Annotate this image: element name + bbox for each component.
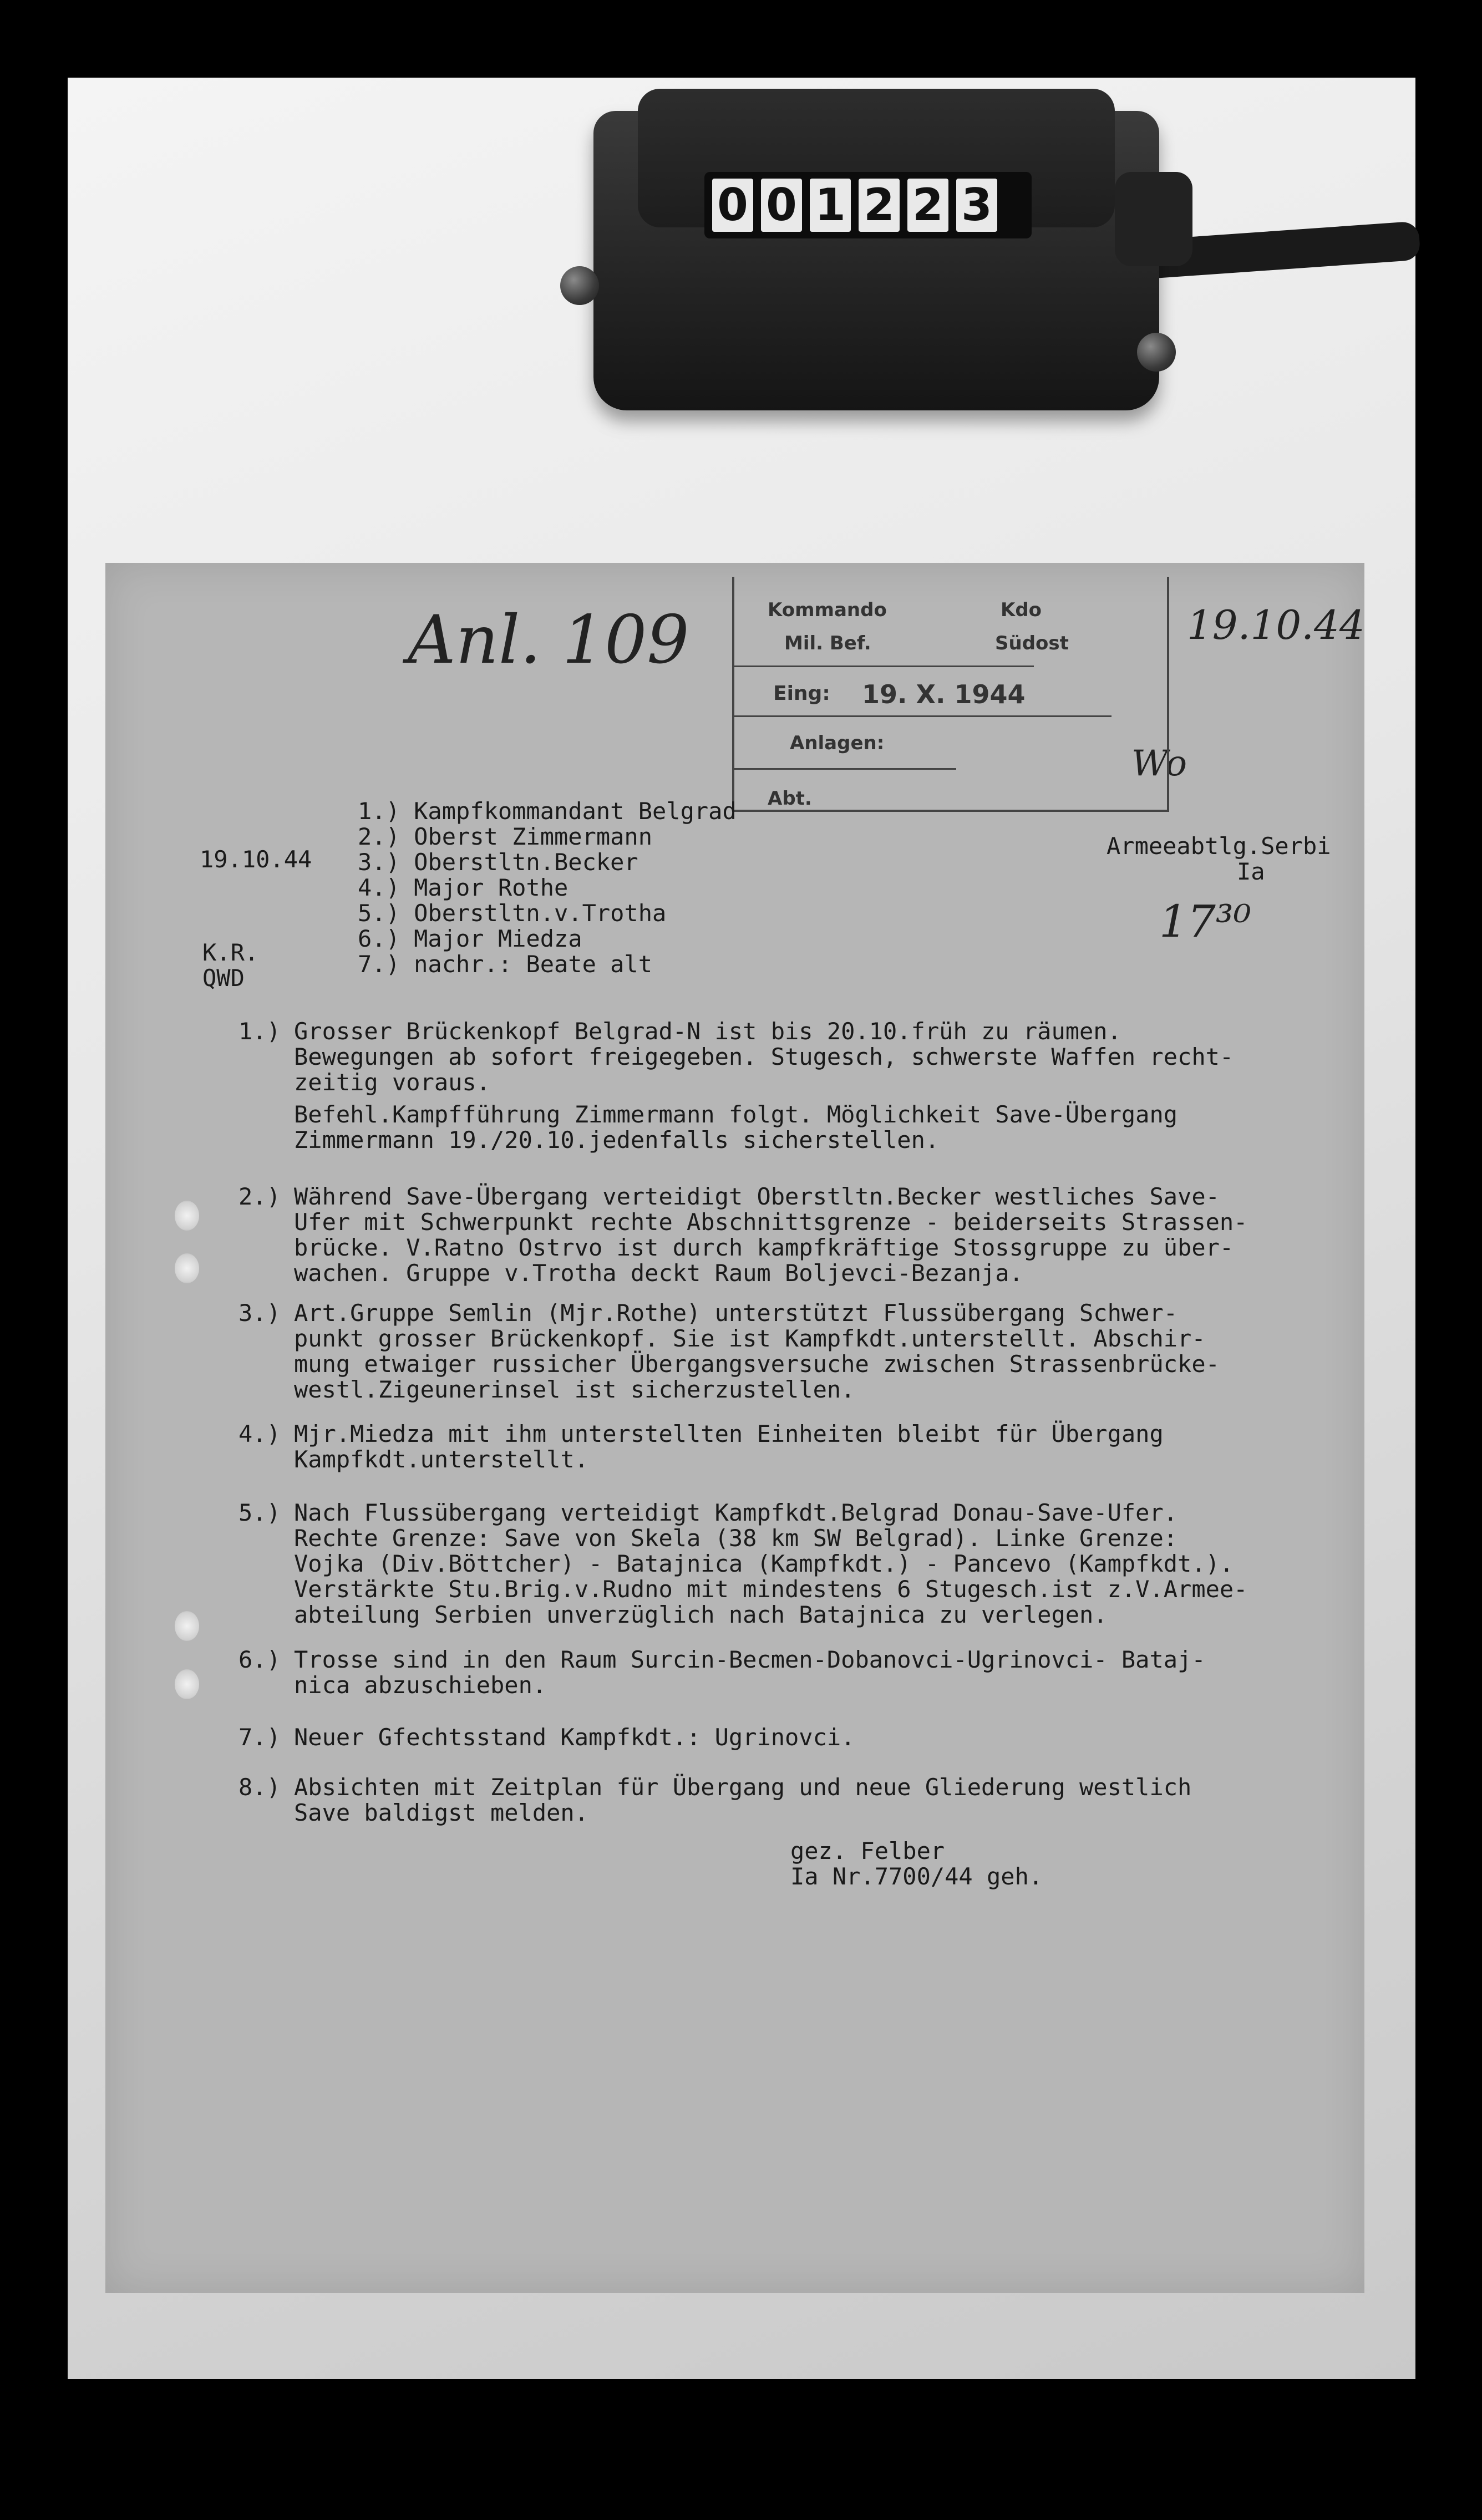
recipient-line: 7.) nachr.: Beate alt bbox=[358, 951, 653, 978]
paragraph-line: Zimmermann 19./20.10.jedenfalls sicherstellen. bbox=[294, 1126, 940, 1154]
paragraph-line: Ufer mit Schwerpunkt rechte Abschnittsgrenze - beiderseits Strassen- bbox=[294, 1208, 1248, 1236]
paragraph-number: 4.) bbox=[238, 1420, 281, 1447]
sender-unit: Armeeabtlg.Serbi bbox=[1107, 832, 1331, 860]
handwritten-annex-number: Anl. 109 bbox=[408, 602, 689, 679]
recipient-line: 6.) Major Miedza bbox=[358, 925, 582, 952]
paragraph-line: Verstärkte Stu.Brig.v.Rudno mit mindestens 6 Stugesch.ist z.V.Armee- bbox=[294, 1576, 1248, 1603]
paragraph-line: Kampfkdt.unterstellt. bbox=[294, 1446, 589, 1473]
recipient-line: 1.) Kampfkommandant Belgrad bbox=[358, 797, 737, 825]
handwritten-date: 19.10.44 bbox=[1187, 602, 1365, 648]
recipient-line: 3.) Oberstltn.Becker bbox=[358, 849, 638, 876]
paragraph-number: 1.) bbox=[238, 1018, 281, 1045]
order-paragraph-5 bbox=[238, 1499, 1248, 1628]
stamp-line-2: Mil. Bef. bbox=[784, 632, 871, 654]
paragraph-line: Save baldigst melden. bbox=[294, 1799, 589, 1826]
screw-icon bbox=[1137, 333, 1176, 372]
paragraph-line: Während Save-Übergang verteidigt Oberstltn.Becker westliches Save- bbox=[294, 1183, 1220, 1210]
counter-digit: 2 bbox=[859, 179, 900, 232]
order-paragraph-1 bbox=[238, 1018, 1234, 1154]
punch-hole bbox=[175, 1611, 199, 1641]
paragraph-line: Absichten mit Zeitplan für Übergang und neue Gliederung westlich bbox=[294, 1774, 1192, 1801]
stamp-anlagen-label: Anlagen: bbox=[790, 732, 885, 754]
document-page bbox=[105, 563, 1364, 2293]
counter-digit: 3 bbox=[956, 179, 997, 232]
handwritten-time: 17³⁰ bbox=[1159, 896, 1251, 947]
stamp-eingang-label: Eing: bbox=[773, 682, 830, 705]
document-reference: Ia Nr.7700/44 geh. bbox=[790, 1863, 1043, 1890]
stamp-line-1-right: Kdo bbox=[1001, 599, 1042, 621]
stamp-rule bbox=[734, 715, 1112, 717]
paragraph-line: mung etwaiger russicher Übergangsversuche zwischen Strassenbrücke- bbox=[294, 1350, 1220, 1378]
order-paragraph-3 bbox=[238, 1299, 1220, 1403]
recipient-line: 2.) Oberst Zimmermann bbox=[358, 823, 653, 850]
paragraph-line: Rechte Grenze: Save von Skela (38 km SW Belgrad). Linke Grenze: bbox=[294, 1525, 1178, 1552]
stamp-line-1: Kommando bbox=[768, 599, 887, 621]
counter-display bbox=[704, 172, 1032, 238]
paragraph-number: 3.) bbox=[238, 1299, 281, 1327]
stamp-rule bbox=[734, 768, 956, 770]
recipient-line: 4.) Major Rothe bbox=[358, 874, 569, 901]
paragraph-line: Neuer Gfechtsstand Kampfkdt.: Ugrinovci. bbox=[294, 1724, 855, 1751]
punch-hole bbox=[175, 1669, 199, 1699]
counter-digit: 2 bbox=[907, 179, 948, 232]
counter-digit: 0 bbox=[761, 179, 802, 232]
recipient-line: 5.) Oberstltn.v.Trotha bbox=[358, 900, 667, 927]
stamp-line-2-right: Südost bbox=[995, 632, 1069, 654]
handwritten-initials: Wo bbox=[1131, 743, 1187, 784]
paragraph-line: nica abzuschieben. bbox=[294, 1671, 547, 1699]
paragraph-line: Mjr.Miedza mit ihm unterstellten Einheiten bleibt für Übergang bbox=[294, 1420, 1164, 1447]
counter-side-block bbox=[1115, 172, 1192, 266]
order-paragraph-6 bbox=[238, 1646, 1206, 1699]
paragraph-line: Bewegungen ab sofort freigegeben. Stugesch, schwerste Waffen recht- bbox=[294, 1043, 1234, 1070]
paragraph-line: Grosser Brückenkopf Belgrad-N ist bis 20.10.früh zu räumen. bbox=[294, 1018, 1121, 1045]
document-kr-mark: K.R. bbox=[202, 939, 259, 966]
paragraph-line: Nach Flussübergang verteidigt Kampfkdt.Belgrad Donau-Save-Ufer. bbox=[294, 1499, 1178, 1526]
paragraph-number: 7.) bbox=[238, 1724, 281, 1751]
paragraph-line: punkt grosser Brückenkopf. Sie ist Kampfkdt.unterstellt. Abschir- bbox=[294, 1325, 1206, 1352]
sender-section: Ia bbox=[1237, 858, 1265, 885]
paragraph-line: abteilung Serbien unverzüglich nach Batajnica zu verlegen. bbox=[294, 1601, 1108, 1628]
document-date: 19.10.44 bbox=[200, 846, 312, 873]
counter-digit: 0 bbox=[712, 179, 753, 232]
paragraph-line: Trosse sind in den Raum Surcin-Becmen-Dobanovci-Ugrinovci- Bataj- bbox=[294, 1646, 1206, 1673]
paragraph-line: westl.Zigeunerinsel ist sicherzustellen. bbox=[294, 1376, 855, 1403]
punch-hole bbox=[175, 1253, 199, 1283]
paragraph-number: 5.) bbox=[238, 1499, 281, 1526]
order-paragraph-7 bbox=[238, 1724, 855, 1751]
document-qwd-mark: QWD bbox=[202, 964, 245, 992]
paragraph-number: 6.) bbox=[238, 1646, 281, 1673]
paragraph-line: Vojka (Div.Böttcher) - Batajnica (Kampfkdt.) - Pancevo (Kampfkdt.). bbox=[294, 1550, 1234, 1577]
paragraph-line: Befehl.Kampfführung Zimmermann folgt. Möglichkeit Save-Übergang bbox=[294, 1101, 1178, 1128]
paragraph-line: zeitig voraus. bbox=[294, 1069, 491, 1096]
stamp-abt-label: Abt. bbox=[768, 788, 812, 810]
screw-icon bbox=[560, 266, 599, 305]
paragraph-number: 2.) bbox=[238, 1183, 281, 1210]
order-paragraph-4 bbox=[238, 1420, 1164, 1473]
paragraph-line: Art.Gruppe Semlin (Mjr.Rothe) unterstützt Flussübergang Schwer- bbox=[294, 1299, 1178, 1327]
signature-line: gez. Felber bbox=[790, 1837, 945, 1864]
receipt-stamp bbox=[732, 577, 1169, 812]
counter-digit: 1 bbox=[810, 179, 851, 232]
order-paragraph-2 bbox=[238, 1183, 1248, 1287]
stamp-rule bbox=[734, 665, 1034, 667]
paragraph-line: brücke. V.Ratno Ostrvo ist durch kampfkräftige Stossgruppe zu über- bbox=[294, 1234, 1234, 1261]
stamp-eingang-date: 19. X. 1944 bbox=[862, 679, 1026, 709]
paragraph-number: 8.) bbox=[238, 1774, 281, 1801]
order-paragraph-8 bbox=[238, 1774, 1192, 1826]
frame-counter-device bbox=[555, 89, 1220, 416]
paragraph-line: wachen. Gruppe v.Trotha deckt Raum Boljevci-Bezanja. bbox=[294, 1259, 1023, 1287]
punch-hole bbox=[175, 1201, 199, 1231]
